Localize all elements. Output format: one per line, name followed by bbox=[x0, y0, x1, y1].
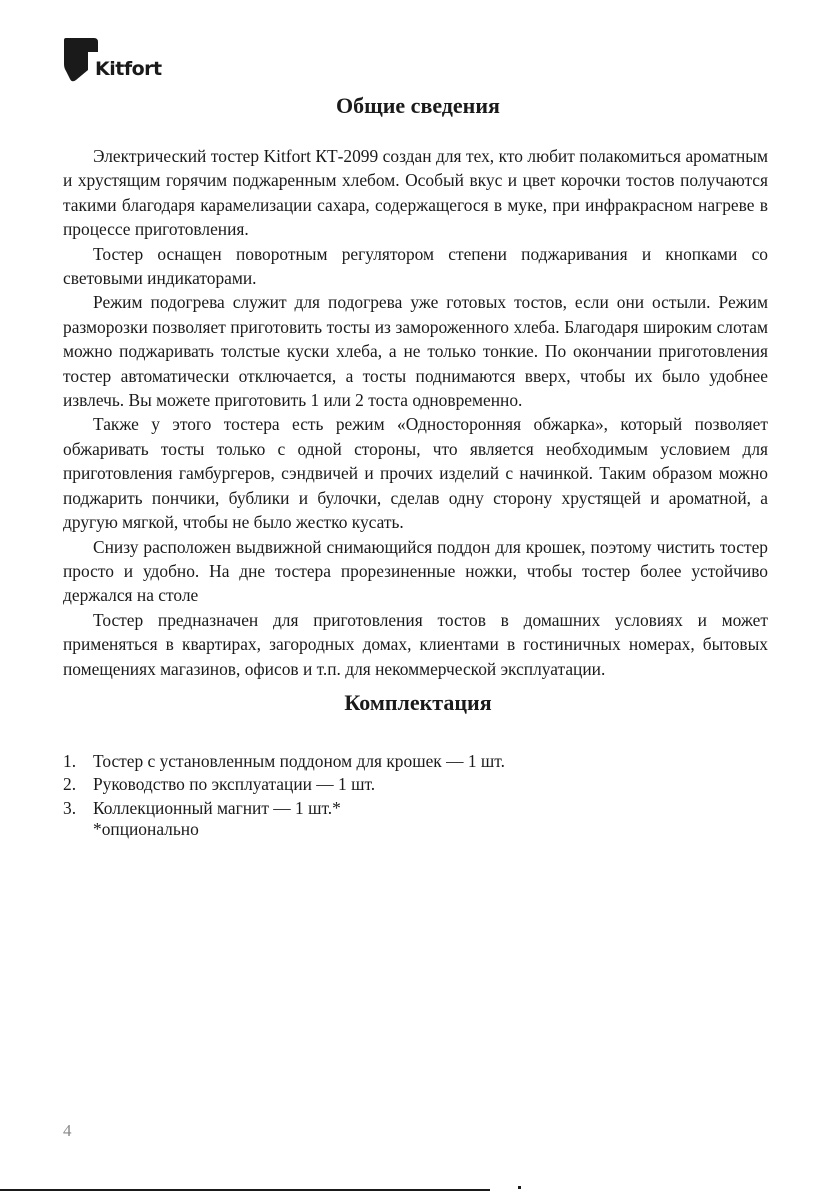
list-item-number: 3. bbox=[63, 797, 77, 818]
section-title-kit: Комплектация bbox=[344, 690, 492, 715]
paragraph: Также у этого тостера есть режим «Односторонняя обжарка», который позволяет обжаривать тосты только с одной стороны, что является необходимым условием для приготовления гамбургеров, сэндвичей и прочих изделий с начинкой. Таким образом можно поджарить пончики, бублики и булочки, сделав одну сторону хрустящей и ароматной, а другую мягкой, чтобы не было жестко кусать. bbox=[63, 414, 768, 533]
list-item-number: 2. bbox=[63, 774, 77, 795]
list-item bbox=[63, 797, 663, 820]
list-item bbox=[63, 750, 663, 773]
brand-logo bbox=[64, 38, 174, 88]
list-item bbox=[63, 773, 663, 796]
kit-list bbox=[63, 750, 663, 820]
list-item-text: Руководство по эксплуатации — 1 шт. bbox=[93, 774, 376, 795]
paragraph: Тостер предназначен для приготовления тостов в домашних условиях и может применяться в квартирах, загородных домах, клиентами в гостиничных номерах, бытовых помещениях магазинов, офисов и т.п. для некоммерческой эксплуатации. bbox=[63, 609, 768, 679]
kit-footnote: *опционально bbox=[93, 819, 199, 839]
paragraph: Тостер оснащен поворотным регулятором степени поджаривания и кнопками со световыми индикаторами. bbox=[63, 243, 768, 289]
list-item-text: Тостер с установленным поддоном для крошек — 1 шт. bbox=[93, 751, 505, 771]
general-info-text bbox=[63, 144, 768, 681]
kitfort-logo-icon bbox=[64, 38, 98, 82]
brand-name: Kitfort bbox=[95, 58, 162, 80]
list-item-text: Коллекционный магнит — 1 шт.* bbox=[93, 797, 341, 818]
bottom-mark bbox=[518, 1186, 521, 1189]
paragraph: Снизу расположен выдвижной снимающийся поддон для крошек, поэтому чистить тостер просто и удобно. На дне тостера прорезиненные ножки, чтобы тостер более устойчиво держался на столе bbox=[63, 536, 768, 606]
list-item-number: 1. bbox=[63, 751, 77, 771]
section-title-general: Общие сведения bbox=[336, 93, 500, 118]
paragraph: Электрический тостер Kitfort КТ-2099 создан для тех, кто любит полакомиться ароматным и хрустящим горячим поджаренным хлебом. Особый вкус и цвет корочки тостов получаются такими благодаря карамелизации сахара, содержащегося в муке, при инфракрасном нагреве в процессе приготовления. bbox=[63, 146, 768, 240]
paragraph: Режим подогрева служит для подогрева уже готовых тостов, если они остыли. Режим разморозки позволяет приготовить тосты из замороженного хлеба. Благодаря широким слотам можно поджаривать толстые куски хлеба, а не только тонкие. По окончании приготовления тостер автоматически отключается, а тосты поднимаются вверх, чтобы их было удобнее извлечь. Вы можете приготовить 1 или 2 тоста одновременно. bbox=[63, 292, 768, 411]
page-number: 4 bbox=[63, 1121, 72, 1140]
